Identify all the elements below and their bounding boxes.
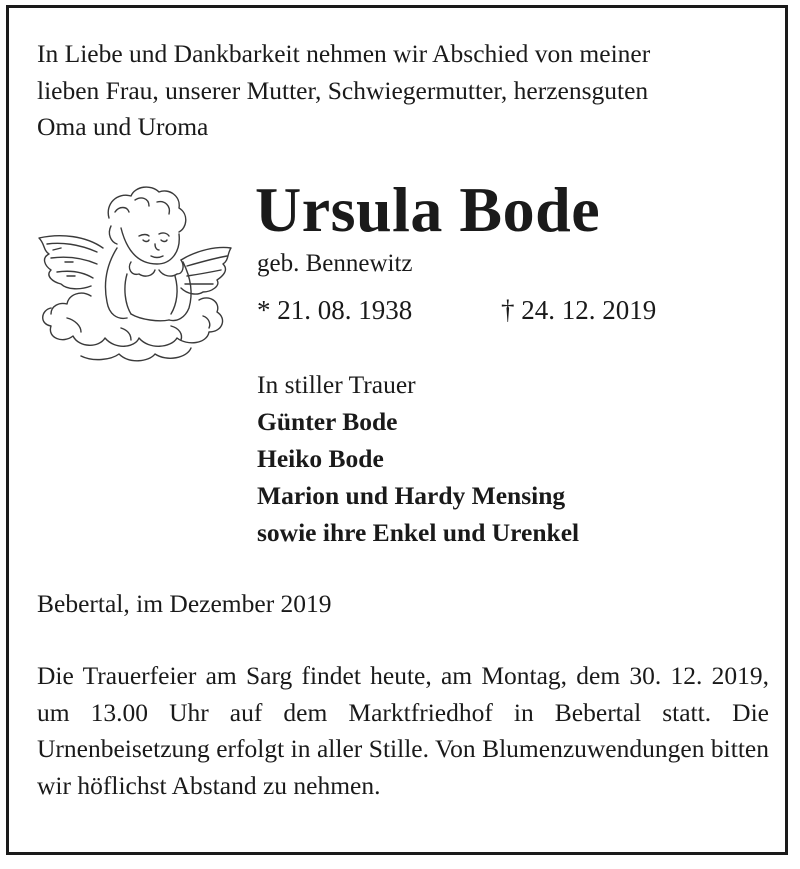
mourner-name: Heiko Bode [257,444,384,473]
mourners-block [257,366,579,551]
intro-line: In Liebe und Dankbarkeit nehmen wir Abschied von meiner [37,39,651,68]
deceased-name: Ursula Bode [255,174,601,245]
birth-date: * 21. 08. 1938 [257,295,413,325]
maiden-name: geb. Bennewitz [257,250,413,277]
intro-line: lieben Frau, unserer Mutter, Schwiegermutter, herzensguten [37,75,649,105]
mourner-name: Marion und Hardy Mensing [257,481,566,510]
service-details: Die Trauerfeier am Sarg findet heute, am Montag, dem 30. 12. 2019, um 13.00 Uhr auf dem Marktfriedhof in Bebertal statt. Die Urnenbeisetzung erfolgt in aller Stille. Von Blumenzuwendungen bitten wir höflichst Abstand zu nehmen. [37,661,769,800]
intro-text [37,36,767,146]
death-date: † 24. 12. 2019 [501,295,657,325]
place-date: Bebertal, im Dezember 2019 [37,589,332,618]
mourning-heading: In stiller Trauer [257,370,416,399]
obituary-notice [6,5,788,855]
intro-line: Oma und Uroma [37,112,209,141]
mourner-name: sowie ihre Enkel und Urenkel [257,518,580,547]
mourner-name: Günter Bode [257,407,398,436]
cherub-angel-icon [31,178,236,368]
